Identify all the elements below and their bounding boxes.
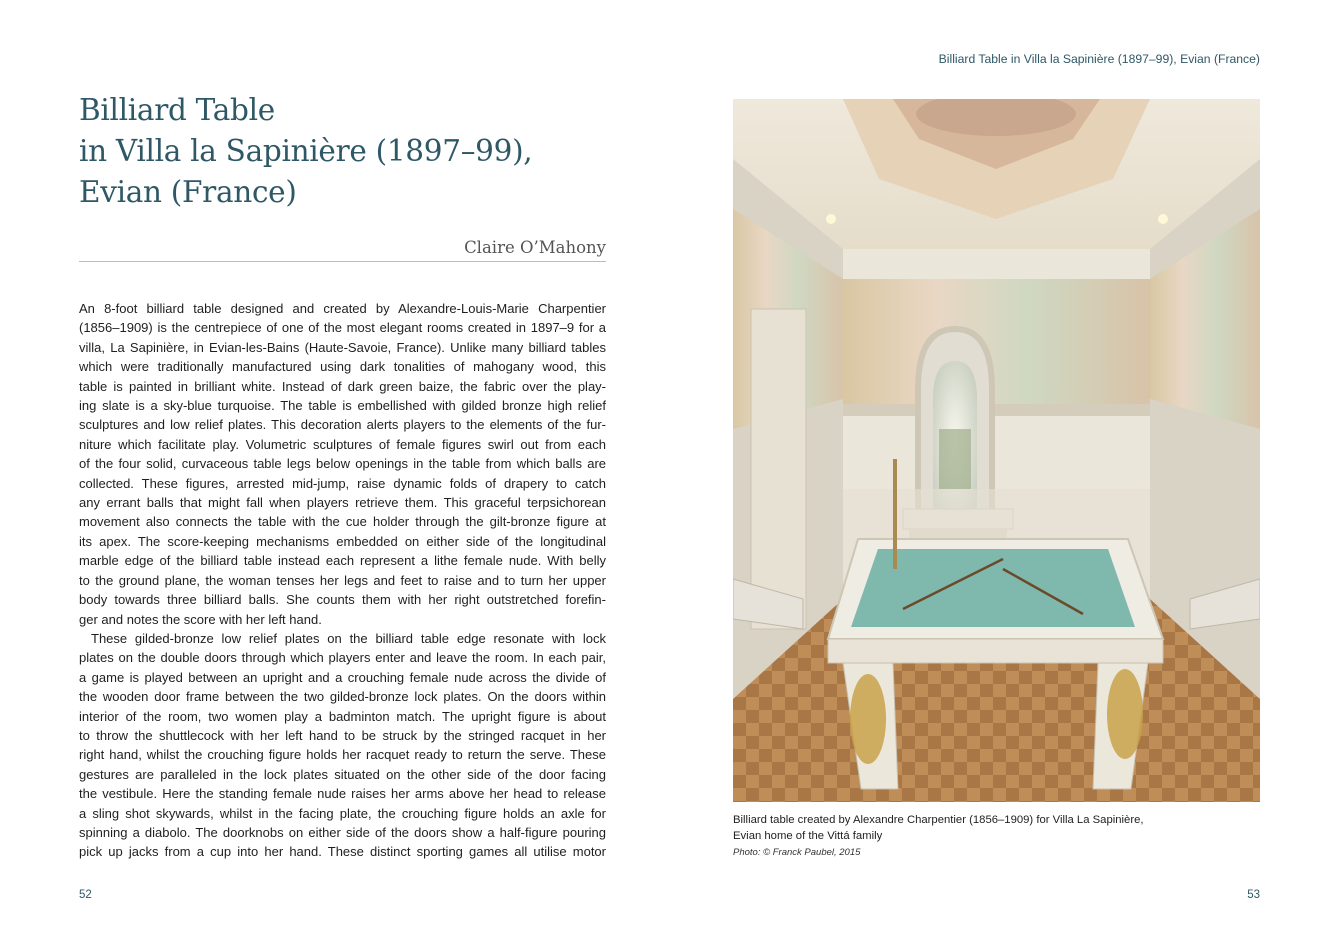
- body-line: marble edge of the billiard table instead each represent a lithe female nude. With belly: [79, 553, 606, 569]
- billiard-room-photo: [733, 99, 1260, 802]
- running-head: Billiard Table in Villa la Sapinière (1897–99), Evian (France): [938, 52, 1260, 66]
- body-line: An 8-foot billiard table designed and created by Alexandre-Louis-Marie Charpentier: [79, 301, 606, 316]
- body-line: a sling shot skywards, whilst in the facing plate, the crouching figure holds an axle for: [79, 805, 606, 821]
- body-line: pick up jacks from a cup into her hand. These distinct sporting games all utilise motor: [79, 844, 606, 860]
- body-line: table is painted in brilliant white. Instead of dark green baize, the fabric over the play-: [79, 378, 606, 394]
- body-line: sculptures and low relief plates. This decoration alerts players to the elements of the fur-: [79, 417, 606, 433]
- title-line: Billiard Table: [79, 93, 275, 127]
- body-line: collected. These figures, arrested mid-jump, raise dynamic folds of drapery to catch: [79, 475, 606, 491]
- body-line: to the ground plane, the woman tenses her legs and feet to raise and to turn her upper: [79, 572, 606, 588]
- body-line: right hand, whilst the crouching figure holds her racquet ready to return the serve. These: [79, 747, 606, 763]
- right-page: [670, 0, 1339, 945]
- body-line: which were traditionally manufactured using dark tonalities of mahogany wood, this: [79, 359, 606, 375]
- body-line: These gilded-bronze low relief plates on the billiard table edge resonate with lock: [91, 630, 606, 646]
- body-line: movement also connects the table with the cue holder through the gilt-bronze figure at: [79, 514, 606, 530]
- article-title: [79, 90, 619, 213]
- body-line: ing slate is a sky-blue turquoise. The table is embellished with gilded bronze high relief: [79, 398, 606, 414]
- body-line: the wooden door frame between the two gilded-bronze lock plates. On the doors within: [79, 689, 606, 705]
- body-line: a game is played between an upright and a crouching female nude across the divide of: [79, 669, 606, 685]
- page-number-right: 53: [1247, 889, 1260, 901]
- body-line: ger and notes the score with her left hand.: [79, 611, 322, 627]
- body-line: any errant balls that might fall when players retrieve them. This graceful terpsichorean: [79, 495, 606, 511]
- body-line: its apex. The score-keeping mechanisms embedded on either side of the longitudinal: [79, 533, 606, 549]
- body-line: villa, La Sapinière, in Evian-les-Bains (Haute-Savoie, France). Unlike many billiard tables: [79, 339, 606, 355]
- photo-credit: Photo: © Franck Paubel, 2015: [733, 847, 861, 858]
- photo-illustration: [733, 99, 1260, 802]
- body-line: of the four solid, curvaceous table legs below openings in the table from which balls are: [79, 456, 606, 472]
- body-line: plates on the double doors through which players enter and leave the room. In each pair,: [79, 650, 606, 666]
- body-line: body towards three billiard balls. She counts them with her right outstretched forefin-: [79, 592, 606, 608]
- caption-line: Evian home of the Vittá family: [733, 830, 883, 842]
- page-number-left: 52: [79, 889, 92, 901]
- body-line: the vestibule. Here the standing female nude raises her arms above her head to release: [79, 786, 606, 802]
- body-line: interior of the room, two women play a badminton match. The upright figure is about: [79, 708, 606, 724]
- title-line: in Villa la Sapinière (1897–99),: [79, 134, 533, 168]
- title-line: Evian (France): [79, 175, 297, 209]
- body-line: niture which facilitate play. Volumetric sculptures of female figures swirl out from each: [79, 436, 606, 452]
- body-text: [79, 299, 606, 862]
- author-name: Claire O’Mahony: [464, 238, 606, 257]
- body-line: to throw the shuttlecock with her left hand to be struck by the stringed racquet in her: [79, 727, 606, 743]
- body-line: gestures are paralleled in the lock plates situated on the other side of the door facing: [79, 766, 606, 782]
- caption-line: Billiard table created by Alexandre Charpentier (1856–1909) for Villa La Sapinière,: [733, 814, 1144, 826]
- title-divider: [79, 261, 606, 262]
- body-line: spinning a diabolo. The doorknobs on either side of the doors show a half-figure pouring: [79, 824, 606, 840]
- photo-caption: [733, 812, 1260, 844]
- body-line: (1856–1909) is the centrepiece of one of the most elegant rooms created in 1897–9 for a: [79, 320, 606, 336]
